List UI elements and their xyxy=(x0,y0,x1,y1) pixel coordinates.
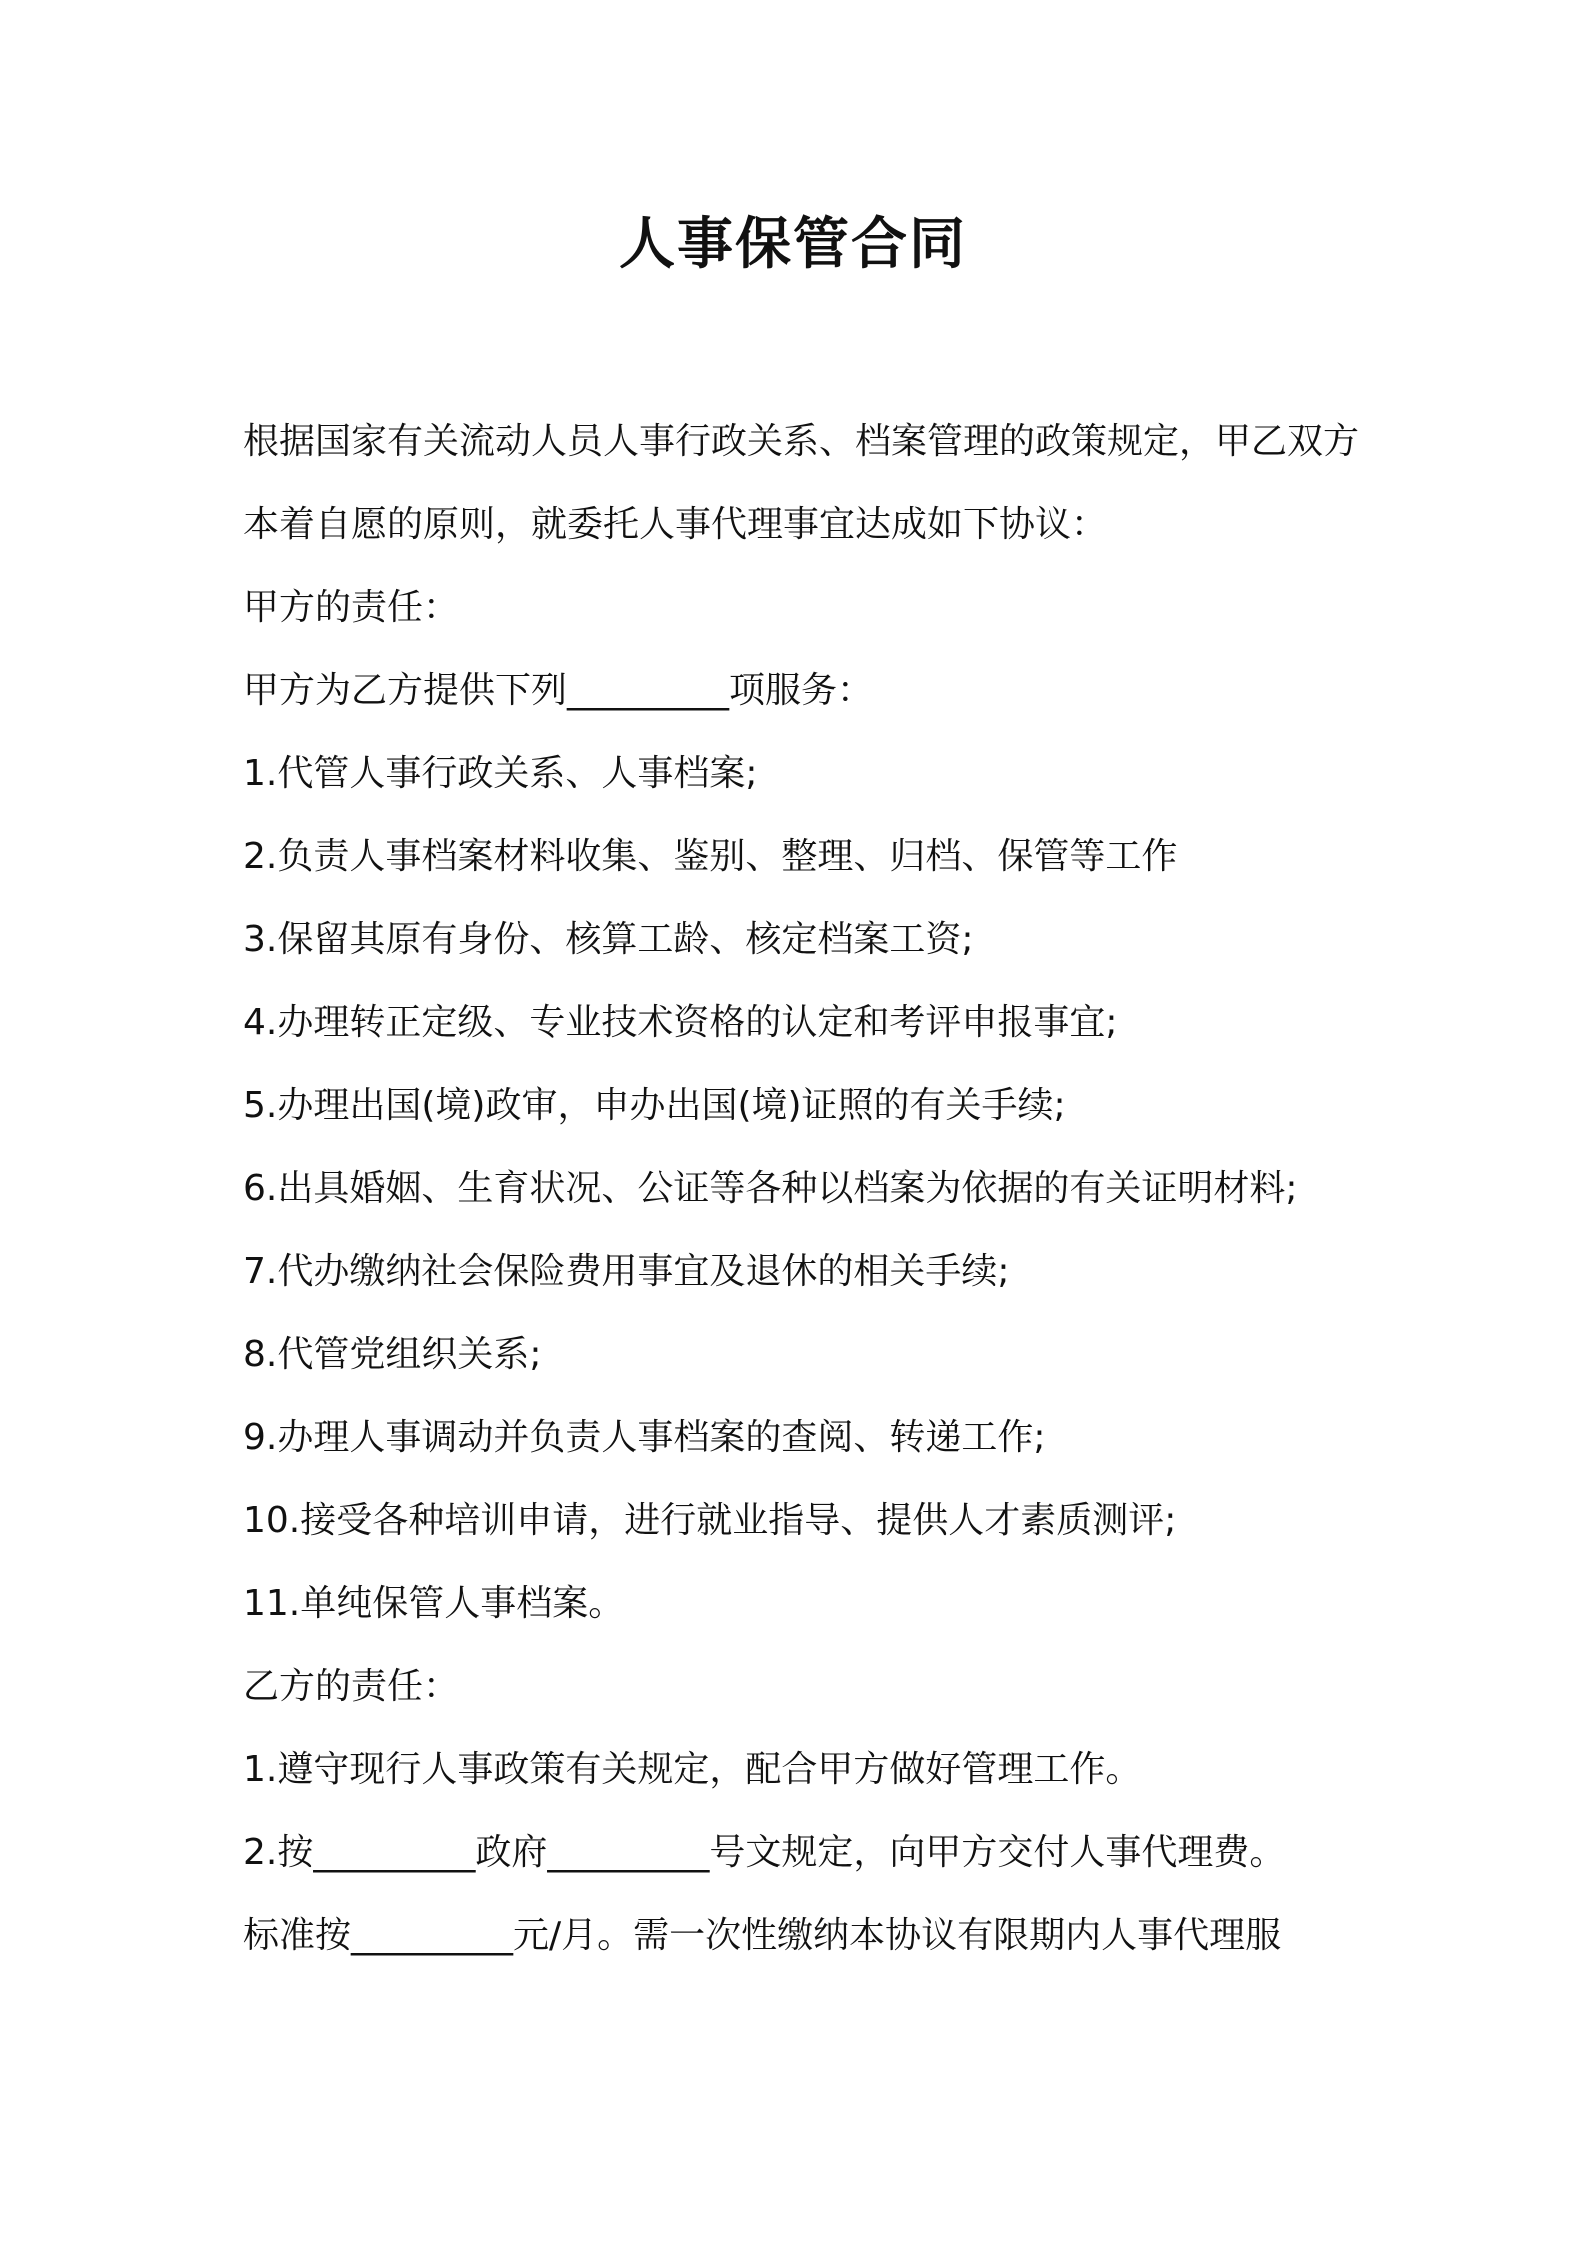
service-item: 10.接受各种培训申请，进行就业指导、提供人才素质测评; xyxy=(243,1500,1177,1541)
document-title: 人事保管合同 xyxy=(619,212,967,277)
obligation-item: 1.遵守现行人事政策有关规定，配合甲方做好管理工作。 xyxy=(243,1749,1142,1790)
fee-standard-line: 标准按_________元/月。需一次性缴纳本协议有限期内人事代理服 xyxy=(243,1915,1282,1956)
service-item: 6.出具婚姻、生育状况、公证等各种以档案为依据的有关证明材料; xyxy=(243,1168,1298,1209)
service-item: 3.保留其原有身份、核算工龄、核定档案工资; xyxy=(243,919,974,960)
obligation-item: 2.按_________政府_________号文规定，向甲方交付人事代理费。 xyxy=(243,1832,1286,1873)
party-a-heading: 甲方的责任： xyxy=(243,587,460,628)
service-item: 11.单纯保管人事档案。 xyxy=(243,1583,625,1624)
service-item: 4.办理转正定级、专业技术资格的认定和考评申报事宜; xyxy=(243,1002,1118,1043)
service-item: 2.负责人事档案材料收集、鉴别、整理、归档、保管等工作 xyxy=(243,836,1178,877)
service-item: 9.办理人事调动并负责人事档案的查阅、转递工作; xyxy=(243,1417,1046,1458)
party-b-heading: 乙方的责任： xyxy=(243,1666,460,1707)
service-item: 1.代管人事行政关系、人事档案; xyxy=(243,753,758,794)
document-body xyxy=(243,400,1363,1977)
service-item: 7.代办缴纳社会保险费用事宜及退休的相关手续; xyxy=(243,1251,1010,1292)
service-item: 5.办理出国(境)政审，申办出国(境)证照的有关手续; xyxy=(243,1085,1066,1126)
service-item: 8.代管党组织关系; xyxy=(243,1334,542,1375)
services-intro: 甲方为乙方提供下列_________项服务： xyxy=(243,670,874,711)
intro-paragraph: 根据国家有关流动人员人事行政关系、档案管理的政策规定，甲乙双方本着自愿的原则，就委托人事代理事宜达成如下协议： xyxy=(243,421,1360,545)
